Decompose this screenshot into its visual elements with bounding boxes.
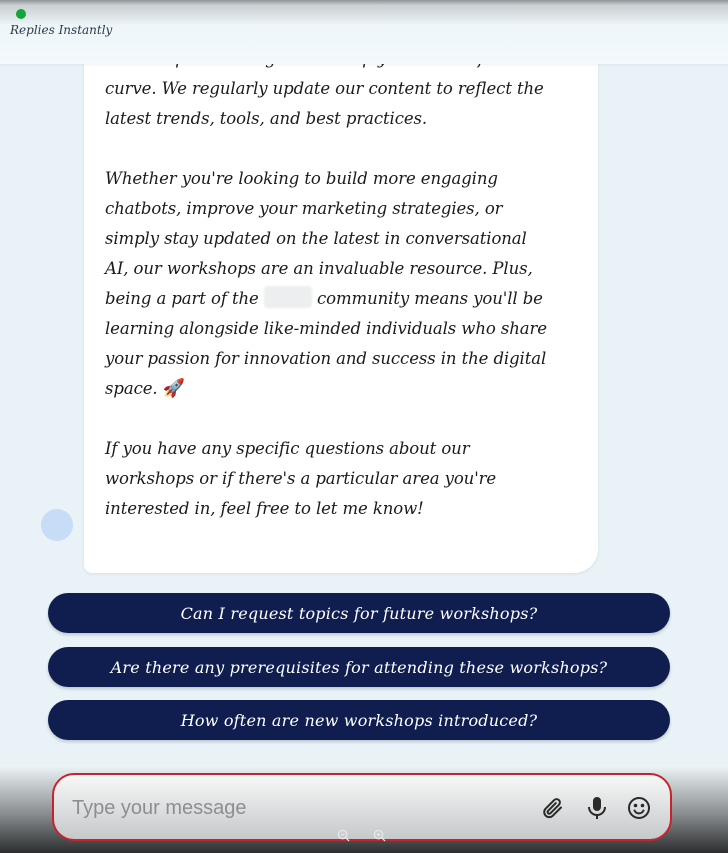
chat-header [0, 0, 728, 64]
message-input[interactable] [70, 793, 514, 823]
zoom-in-icon[interactable] [372, 828, 386, 842]
microphone-icon[interactable] [584, 795, 610, 821]
message-paragraph-3: community means you'll be learning alongside like-minded individuals who share your passion for innovation and success in the digital space. [105, 289, 547, 398]
message-paragraph-1: curve. We regularly update our content to reflect the latest trends, tools, and best practices. [105, 79, 544, 128]
bot-avatar [41, 509, 73, 541]
suggestion-button-3[interactable]: How often are new workshops introduced? [48, 700, 670, 740]
suggestion-button-2[interactable]: Are there any prerequisites for attending these workshops? [48, 647, 670, 687]
message-text [105, 44, 585, 524]
zoom-out-icon[interactable] [336, 828, 350, 842]
message-paragraph-4: If you have any specific questions about our workshops or if there's a particular area you're interested in, feel free to let me know! [105, 439, 497, 518]
paperclip-icon[interactable] [540, 795, 566, 821]
rocket-emoji-icon: 🚀 [162, 378, 185, 399]
online-status-dot [16, 9, 26, 19]
smiley-icon[interactable] [626, 795, 652, 821]
suggestion-button-1[interactable]: Can I request topics for future workshops? [48, 593, 670, 633]
message-paragraph-2: Whether you're looking to build more engaging chatbots, improve your marketing strategies, or simply stay updated on the latest in conversational AI, our workshops are an invaluable resource. Plus, [105, 169, 533, 278]
inline-prefix: being a part of the [105, 289, 259, 308]
redacted-brand-name [264, 286, 312, 308]
bot-message-bubble [84, 30, 598, 573]
zoom-controls [336, 828, 386, 842]
status-text: Replies Instantly [10, 23, 113, 37]
